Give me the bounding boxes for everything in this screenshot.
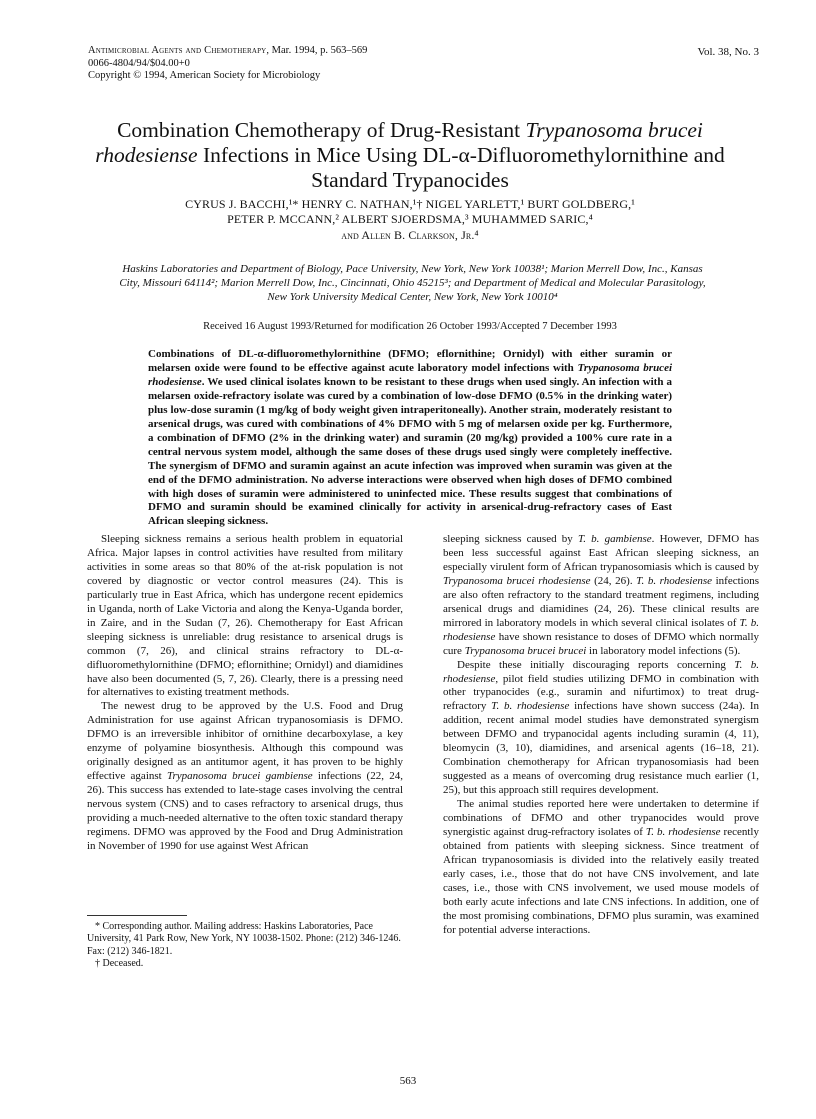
text: -α-difluoromethylornithine (DFMO; eflornithine; Ornidyl) and diamidines have also been documented (5, 7, 26). Clearly, there is a pressing need for alternatives to existing treatment methods. xyxy=(87,644,403,699)
text: (24, 26). xyxy=(590,574,637,587)
text: The newest drug to be approved by the U.S. Food and Drug Administration for use against African trypanosomiasis is DFMO. DFMO is an irreversible inhibitor of ornithine decarboxylase, a key enzyme of polyamine biosynthesis. Although this compound was originally designed as an antitumor agent, it has proven to be highly effective against xyxy=(87,700,403,783)
text: . However, DFMO has been less successful against East African sleeping sickness, an especially virulent form of African trypanosomiasis which is caused by xyxy=(443,533,760,573)
title-part: Combination Chemotherapy of Drug-Resistant xyxy=(117,118,526,142)
received-dates: Received 16 August 1993/Returned for modification 26 October 1993/Accepted 7 December 1993 xyxy=(203,321,617,332)
paragraph xyxy=(87,533,403,700)
species-name: Trypanosoma brucei brucei xyxy=(464,644,587,657)
title-dl-prefix: DL xyxy=(422,143,452,167)
author-line: and Allen B. Clarkson, Jr.⁴ xyxy=(341,227,479,242)
paragraph xyxy=(87,700,403,853)
text: in laboratory model infections (5). xyxy=(586,644,741,657)
body-column-right xyxy=(443,533,759,938)
species-name: Trypanosoma brucei gambiense xyxy=(167,770,313,783)
species-name: Trypanosoma brucei rhodesiense xyxy=(443,574,591,587)
text: have shown resistance to doses of DFMO which normally cure xyxy=(443,630,759,657)
title-species: Trypanosoma brucei rhodesiense xyxy=(95,118,703,167)
text: infections have shown success (24a). In addition, recent animal model studies have demonstrated synergism between DFMO and trypanocidal agents including suramin (4, 11), bleomycin (3, 10), diamidines, and arsenical agents (16–18, 21). Combination chemotherapy for African trypanosomiasis had been suggested as a means of overcoming drug resistance much earlier (1, 25), but this approach still requires development. xyxy=(443,700,760,797)
footnotes xyxy=(87,921,403,971)
journal-header xyxy=(88,45,367,83)
abstract-text: . We used clinical isolates known to be resistant to these drugs when used singly. An infection with a melarsen oxide-refractory isolate was cured by a combination of low-dose DFMO (0.5% in the drinking water) plus low-dose suramin (1 mg/kg of body weight given intraperitoneally). Another strain, moderately resistant to arsenical drugs, was cured with combinations of 4% DFMO with 5 mg of melarsen oxide per kg. Furthermore, a combination of DFMO (2% in the drinking water) and suramin (20 mg/kg) provided a 100% cure rate in a central nervous system model, although the same doses of these drugs used singly were completely ineffective. The synergism of DFMO and suramin against an acute infection was improved when suramin was given at the end of the DFMO administration. No adverse interactions were observed when high doses of DFMO combined with high doses of suramin were administered to uninfected mice. These results suggest that combinations of DFMO and suramin should be examined clinically for activity in arsenical-drug-refractory cases of East African sleeping sickness. xyxy=(148,375,672,528)
text: , pilot field studies utilizing DFMO in combination with other trypanocides (e.g., suramin and nifurtimox) to treat drug-refractory xyxy=(443,672,759,713)
species-name: T. b. rhodesiense xyxy=(443,616,759,643)
text: Sleeping sickness remains a serious health problem in equatorial Africa. Major lapses in control activities have resulted from military activities in some areas so that 80% of the at-risk population is not covered by diagnostic or vector control measures (24). This is particularly true in East Africa, which has undergone recent epidemics in Uganda, north of Lake Victoria and along the Kenya-Uganda border, in Zaire, and in the Sudan (7, 26). Chemotherapy for East African sleeping sickness is unreliable: drug resistance to arsenical drugs is common (7, 26), and clinical strains refractory to xyxy=(87,533,403,657)
paragraph xyxy=(443,659,759,799)
author-line: PETER P. MCCANN,² ALBERT SJOERDSMA,³ MUHAMMED SARIC,⁴ xyxy=(227,212,593,227)
title-part: Infections in Mice Using xyxy=(197,143,423,167)
text: sleeping sickness caused by xyxy=(443,533,578,545)
abstract-dl-prefix: DL xyxy=(238,348,254,360)
abstract-text: -α-difluoromethylornithine (DFMO; eflornithine; Ornidyl) with either suramin or melarsen oxide were found to be effective against acute laboratory model infections with xyxy=(148,348,672,374)
body-column-left xyxy=(87,533,403,854)
species-name: T. b. rhodesiense xyxy=(645,826,721,839)
title-part: -α-Difluoromethylornithine and Standard Trypanocides xyxy=(311,143,725,192)
abstract xyxy=(148,348,672,529)
author-line: CYRUS J. BACCHI,¹* HENRY C. NATHAN,¹† NIGEL YARLETT,¹ BURT GOLDBERG,¹ xyxy=(185,197,635,211)
journal-name: Antimicrobial Agents and Chemotherapy xyxy=(88,45,267,56)
abstract-text: Combinations of xyxy=(148,348,239,360)
footnote-corresponding: * Corresponding author. Mailing address: Haskins Laboratories, Pace University, 41 Park Row, New York, NY 10038-1502. Phone: (212) 346-1246. Fax: (212) 346-1821. xyxy=(87,921,401,957)
footnote-deceased: † Deceased. xyxy=(95,958,144,970)
page-number: 563 xyxy=(399,1075,417,1087)
issue-date-pages: , Mar. 1994, p. 563–569 xyxy=(266,45,368,56)
text: infections (22, 24, 26). This success has extended to late-stage cases involving the central nervous system (CNS) and to cases refractory to arsenical drugs, thus providing a much-needed alternative to the often toxic standard therapy regimens. DFMO was approved by the Food and Drug Administration in November of 1990 for use against West African xyxy=(87,770,403,852)
affiliations: Haskins Laboratories and Department of Biology, Pace University, New York, New York 10038¹; Marion Merrell Dow, Inc., Kansas City, Missouri 64114²; Marion Merrell Dow, Inc., Cincinnati, Ohio 45215³; and Department of Medical and Molecular Parasitology, New York University Medical Center, New York, New York 10010⁴ xyxy=(119,263,706,303)
dl-prefix: DL xyxy=(375,644,390,657)
author-list xyxy=(100,197,720,243)
article-title xyxy=(70,118,750,193)
volume-issue: Vol. 38, No. 3 xyxy=(697,46,759,58)
species-name: T. b. rhodesiense xyxy=(636,574,713,587)
text: The animal studies reported here were undertaken to determine if combinations of DFMO and other trypanocides would prove synergistic against drug-refractory isolates of xyxy=(443,798,759,839)
species-name: T. b. rhodesiense xyxy=(443,658,759,685)
paragraph xyxy=(443,798,759,938)
footnote-rule xyxy=(87,915,187,916)
abstract-species: Trypanosoma brucei rhodesiense xyxy=(148,361,673,388)
text: infections are also often refractory to the standard treatment regimens, including arsenical drugs and diamidines (24, 26). These clinical results are mirrored in laboratory models in which several clinical isolates of xyxy=(443,574,759,629)
issn-price: 0066-4804/94/$04.00+0 xyxy=(88,57,190,69)
text: recently obtained from patients with sleeping sickness. Since treatment of African trypanosomiasis is divided into the relatively easily treated early cases, i.e., those that do not have CNS involvement, and late cases, i.e., those with CNS involvement, we used mouse models of both early acute infections and late CNS infections. In addition, one of the most promising combinations, DFMO plus suramin, was examined for potential adverse interactions. xyxy=(443,826,759,936)
journal-citation xyxy=(88,45,367,58)
text: Despite these initially discouraging reports concerning xyxy=(457,658,735,671)
species-name: T. b. gambiense xyxy=(577,533,652,545)
copyright: Copyright © 1994, American Society for Microbiology xyxy=(88,70,321,81)
species-name: T. b. rhodesiense xyxy=(491,700,570,713)
paragraph xyxy=(443,533,759,659)
